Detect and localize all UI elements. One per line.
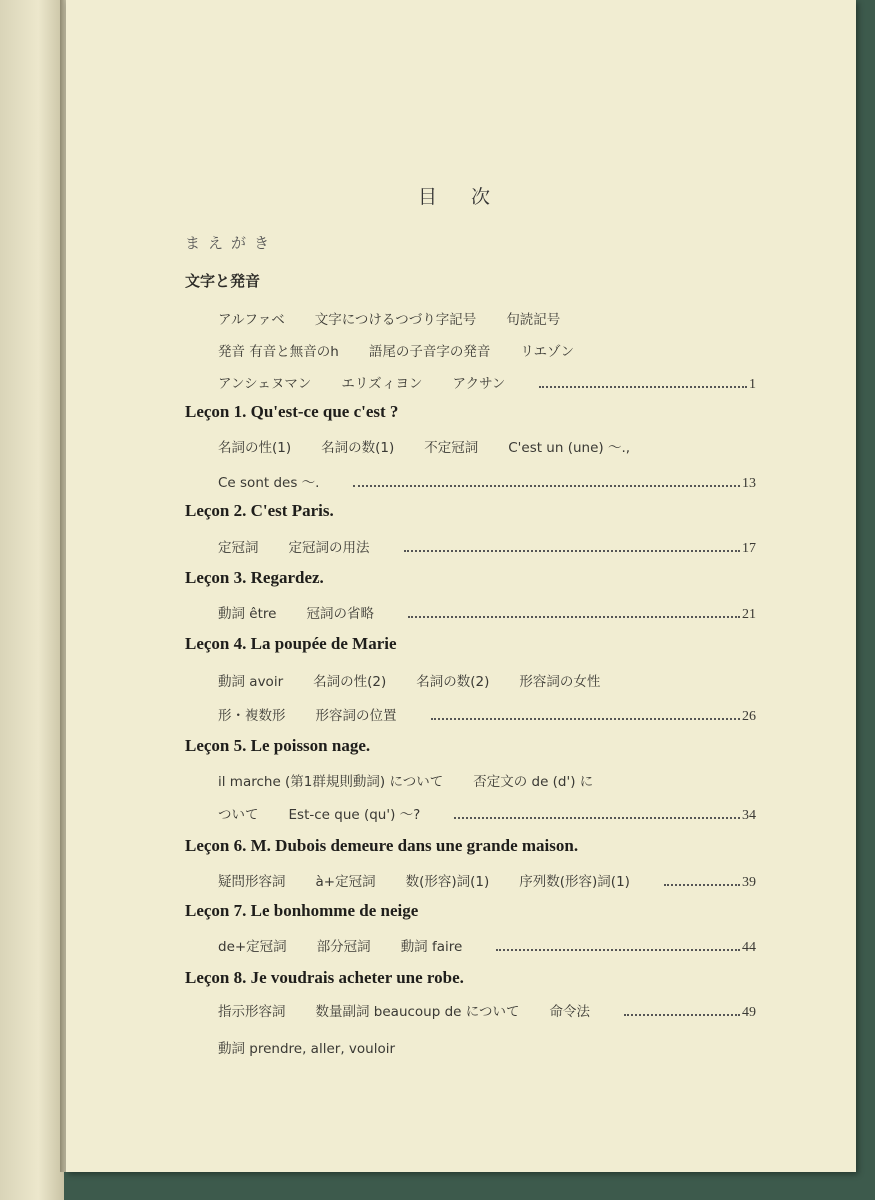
page-number: 26 [742,709,756,724]
toc-topic: 定冠詞 [218,540,259,556]
toc-page [66,0,856,1172]
toc-topic: 名詞の数(1) [321,440,395,456]
page-number: 17 [742,541,756,556]
page-title: 目 次 [417,186,505,208]
toc-subentry-row [218,308,756,328]
page-number: 49 [742,1005,756,1020]
page-number: 13 [742,476,756,491]
toc-subentry-row [218,602,756,623]
dot-leader [431,718,741,720]
dot-leader [496,949,740,951]
toc-subentry-row [218,372,756,393]
toc-topic: 定冠詞の用法 [288,540,370,556]
toc-topic: 形・複数形 [218,708,286,724]
toc-topic: 数量副詞 beaucoup de について [315,1004,520,1020]
toc-entry-preface: まえがき [185,234,278,252]
toc-topic: Est-ce que (qu') ～? [288,807,421,823]
toc-topic: 動詞 avoir [218,674,284,690]
toc-topic: アルファベ [218,312,285,328]
dot-leader [624,1014,740,1016]
toc-topic: 動詞 prendre, aller, vouloir [218,1041,396,1057]
toc-heading-lesson-3: Leçon 3. Regardez. [185,568,324,587]
toc-topic: 否定文の de (d') に [473,774,594,790]
toc-topic: 指示形容詞 [218,1004,286,1020]
toc-subentry-row [218,670,756,690]
toc-heading-lesson-6: Leçon 6. M. Dubois demeure dans une grande maison. [185,836,579,855]
toc-topic: 名詞の数(2) [416,674,490,690]
toc-topic: 発音 有音と無音のh [218,344,339,360]
dot-leader [454,817,740,819]
toc-subentry-row [218,704,756,725]
toc-topic: de+定冠詞 [218,939,287,955]
toc-heading-lesson-1: Leçon 1. Qu'est-ce que c'est ? [185,402,399,421]
toc-topic: 名詞の性(1) [218,440,292,456]
dot-leader [353,485,740,487]
toc-subentry-row [218,803,756,824]
toc-topic: C'est un (une) ～., [508,440,631,456]
toc-subentry-row [218,1000,756,1021]
toc-topic: ついて [218,807,259,823]
page-number: 1 [749,377,756,392]
toc-topic: 疑問形容詞 [218,874,286,890]
page-number: 34 [742,808,756,823]
toc-topic: 動詞 être [218,606,277,622]
toc-topic: 命令法 [549,1004,590,1020]
toc-subentry-row [218,870,756,891]
toc-subentry-row [218,436,756,456]
toc-topic: à+定冠詞 [315,874,376,890]
dot-leader [404,550,741,552]
toc-subentry-row [218,471,756,492]
dot-leader [539,386,747,388]
toc-topic: 不定冠詞 [424,440,479,456]
toc-topic: エリズィヨン [341,376,423,392]
toc-topic: 数(形容)詞(1) [405,874,490,890]
toc-topic: 動詞 faire [400,939,463,955]
toc-subentry-row [218,536,756,557]
toc-topic: 序列数(形容)詞(1) [519,874,630,890]
toc-topic: 文字につけるつづり字記号 [314,312,477,328]
toc-heading-lesson-8: Leçon 8. Je voudrais acheter une robe. [185,968,464,987]
toc-topic: 形容詞の女性 [519,674,601,690]
toc-heading-letters-pronunciation: 文字と発音 [185,272,261,290]
toc-topic: アンシェヌマン [218,376,312,392]
toc-topic: アクサン [452,376,506,392]
toc-heading-lesson-7: Leçon 7. Le bonhomme de neige [185,901,419,920]
toc-topic: 句読記号 [506,312,561,328]
toc-subentry-row [218,770,756,790]
toc-subentry-row [218,1037,756,1057]
toc-heading-lesson-5: Leçon 5. Le poisson nage. [185,736,371,755]
left-page-edge [0,0,64,1200]
toc-topic: 形容詞の位置 [315,708,397,724]
toc-topic: 部分冠詞 [316,939,371,955]
toc-subentry-row [218,340,756,360]
toc-topic: 語尾の子音字の発音 [368,344,491,360]
page-number: 39 [742,875,756,890]
dot-leader [664,884,740,886]
dot-leader [408,616,740,618]
toc-heading-lesson-4: Leçon 4. La poupée de Marie [185,634,397,653]
toc-topic: リエゾン [520,344,575,360]
toc-heading-lesson-2: Leçon 2. C'est Paris. [185,501,334,520]
toc-subentry-row [218,935,756,956]
page-number: 21 [742,607,756,622]
page-number: 44 [742,940,756,955]
toc-topic: 冠詞の省略 [306,606,374,622]
toc-topic: Ce sont des ～. [218,475,320,491]
toc-topic: 名詞の性(2) [313,674,387,690]
toc-topic: il marche (第1群規則動詞) について [218,774,444,790]
